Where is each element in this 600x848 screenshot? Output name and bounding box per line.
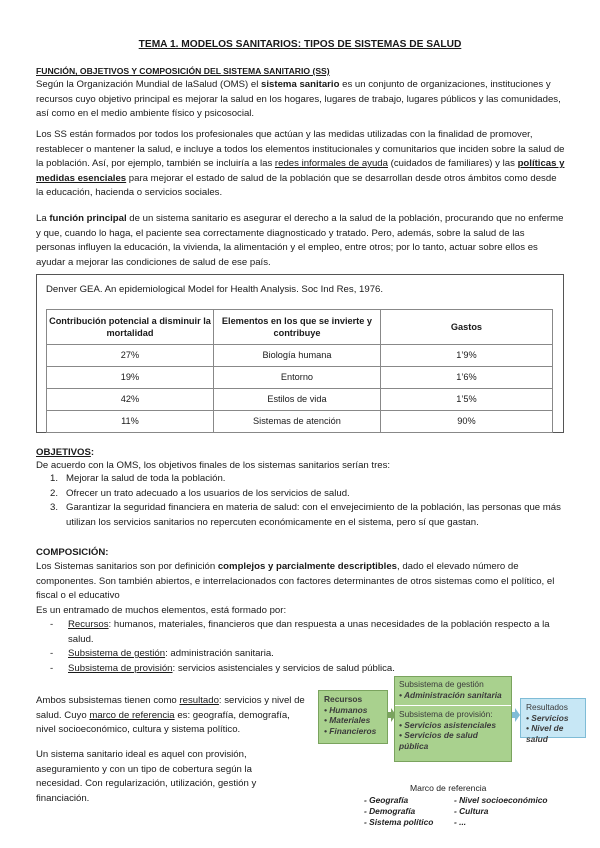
recursos-item: • Humanos [324,704,368,715]
table-cell: Biología humana [213,345,380,367]
recursos-box [318,690,388,744]
marco-item: - Demografía [364,806,416,816]
section-heading-funcion: FUNCIÓN, OBJETIVOS Y COMPOSICIÓN DEL SISTEMA SANITARIO (SS) [36,66,330,76]
objetivos-heading: OBJETIVOS: [36,447,95,458]
table-caption: Denver GEA. An epidemiological Model for Health Analysis. Soc Ind Res, 1976. [46,284,384,295]
table-cell: Estilos de vida [213,389,380,411]
marco-item: - Cultura [454,806,489,816]
subsystems-box [394,676,512,762]
marco-title: Marco de referencia [410,783,487,793]
list-item: 1. Mejorar la salud de toda la población. [50,473,226,484]
composicion-list [36,618,566,676]
provision-title: Subsistema de provisión: [399,709,493,719]
resultados-title: Resultados [526,702,568,712]
table-row [47,345,553,367]
paragraph-composicion-ss: Los SS están formados por todos los profesionales que actúan y las medidas utilizadas con la finalidad de promover, restablecer o mantener la salud, e incluye a todos los elementos institucionales y comunitarios que inciden sobre la salud de la población. Así, por ejemplo, también se incluiría a las redes informales de ayuda (cuidados de familiares) y las políticas y medidas esenciales para mejorar el estado de salud de la población que se desarrollan desde otros ámbitos como desde la educación, hacienda o servicios sociales. [36,129,565,198]
marco-item: - ... [454,817,467,827]
table-cell: 1’9% [380,345,552,367]
list-item: - Subsistema de gestión: administración sanitaria. [50,648,274,659]
marco-item: - Geografía [364,795,409,805]
composicion-heading: COMPOSICIÓN: [36,547,109,558]
table-cell: 27% [47,345,214,367]
list-item: 2. Ofrecer un trato adecuado a los usuarios de los servicios de salud. [50,487,350,499]
table-cell: 1’6% [380,367,552,389]
sistema-ideal-paragraph: Un sistema sanitario ideal es aquel con provisión, aseguramiento y con un tipo de cobertura según la necesidad. Con regularización, utilización, gestión y financiación. [36,749,257,804]
resultados-box [520,698,586,744]
table-cell: 42% [47,389,214,411]
health-system-diagram [318,676,588,836]
provision-item: • Servicios asistenciales [399,719,496,730]
table-cell: Entorno [213,367,380,389]
page-title: TEMA 1. MODELOS SANITARIOS: TIPOS DE SISTEMAS DE SALUD [138,39,462,50]
list-item: - Subsistema de provisión: servicios asistenciales y servicios de salud pública. [50,662,395,674]
objetivos-list [36,472,566,530]
table-cell: 90% [380,411,552,433]
gea-table-box [36,274,564,433]
recursos-item: • Financieros [324,725,377,736]
marco-item: - Nivel socioeconómico [454,795,548,805]
table-header: Elementos en los que se invierte y contribuye [213,310,380,345]
list-item: - Recursos: humanos, materiales, financieros que dan respuesta a unas necesidades de la población respecto a la salud. [50,619,550,645]
paragraph-funcion-principal: La función principal de un sistema sanitario es asegurar el derecho a la salud de la población, procurando que no enferme y que, cuando lo haga, el paciente sea correctamente diagnosticado y tratado. Pero, además, sobre la salud de las personas influyen la educación, la vivienda, la alimentación y el empleo, entre otros; por lo tanto, actuar sobre ellos es ayudar a mejorar las condiciones de salud de ese país. [36,213,564,268]
gea-table [46,309,553,433]
composicion-entramado: Es un entramado de muchos elementos, está formado por: [36,605,287,616]
resultado-paragraph: Ambos subsistemas tienen como resultado: servicios y nivel de salud. Cuyo marco de referencia es: geografía, demografía, nivel socioeconómico, cultura y sistema político. [36,695,305,735]
table-header: Contribución potencial a disminuir la mortalidad [47,310,214,345]
paragraph-definicion: Según la Organización Mundial de laSalud (OMS) el sistema sanitario es un conjunto de organizaciones, instituciones y recursos cuyo objetivo principal es mejorar la salud en los hogares, lugares de trabajo, lugares públicos y las comunidades, así como en el medio ambiente físico y psicosocial. [36,79,561,119]
table-cell: Sistemas de atención [213,411,380,433]
table-row [47,367,553,389]
table-row [47,389,553,411]
resultados-item: • Servicios [526,712,569,723]
gestion-title: Subsistema de gestión [399,679,484,689]
table-row [47,411,553,433]
marco-item: - Sistema político [364,817,434,827]
resultados-item: • Nivel de salud [526,723,564,744]
gestion-item: • Administración sanitaria [399,689,502,700]
arrow-icon [512,708,520,722]
table-header: Gastos [380,310,552,345]
recursos-title: Recursos [324,694,363,704]
provision-item: • Servicios de salud pública [399,730,478,751]
objetivos-intro: De acuerdo con la OMS, los objetivos finales de los sistemas sanitarios serían tres: [36,460,391,471]
composicion-paragraph: Los Sistemas sanitarios son por definición complejos y parcialmente descriptibles, dado el elevado número de componentes. Son también abiertos, e interrelacionados con factores determinantes de otros sistemas como el político, el fiscal o el educativo [36,561,555,601]
table-cell: 19% [47,367,214,389]
table-cell: 11% [47,411,214,433]
table-cell: 1’5% [380,389,552,411]
list-item: 3. Garantizar la seguridad financiera en materia de salud: con el envejecimiento de la población, las personas que más utilizan los servicios sanitarios no repercuten económicamente en el sistema, pero sí que gastan. [50,502,561,528]
recursos-item: • Materiales [324,715,371,725]
